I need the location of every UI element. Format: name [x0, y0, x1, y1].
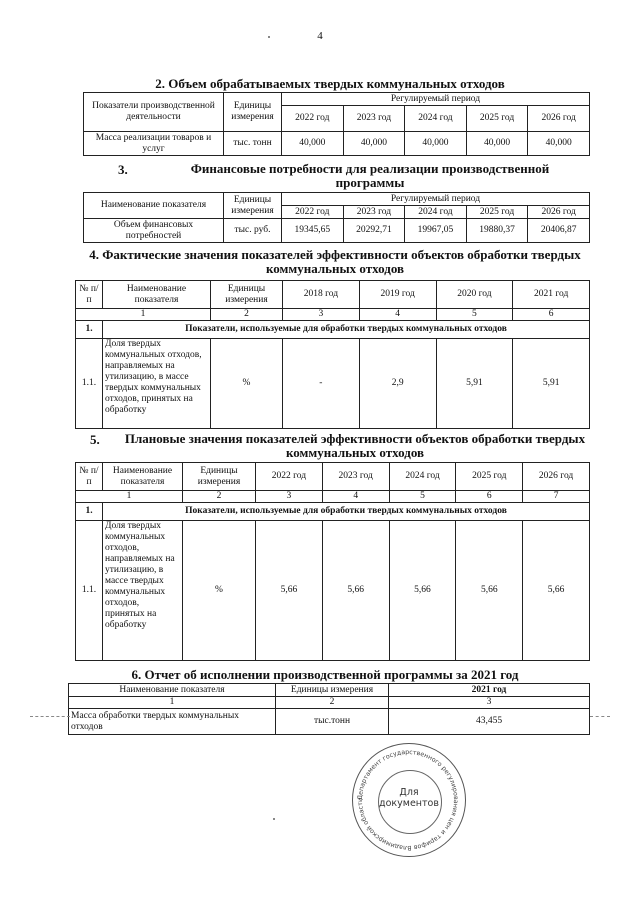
- col-number: 1: [69, 697, 276, 709]
- section-4-title: 4. Фактические значения показателей эффективности объектов обработки твердых коммунальных отходов: [89, 247, 581, 276]
- row-value: 43,455: [389, 709, 590, 735]
- stamp-label: Для документов: [379, 787, 439, 809]
- year-cell: 2022 год: [256, 463, 323, 491]
- year-cell: 2023 год: [343, 206, 405, 219]
- svg-text:Департамент государственного р: Департамент государственного регулирования цен и тарифов Владимирской области: [356, 748, 460, 852]
- header-no: № п/п: [76, 463, 103, 491]
- header-period: Регулируемый период: [282, 93, 590, 106]
- year-cell: 2026 год: [523, 463, 590, 491]
- year-cell: 2024 год: [405, 106, 467, 132]
- section-5-number: 5.: [90, 432, 100, 447]
- section-2-title: 2. Объем обрабатываемых твердых коммунальных отходов: [155, 76, 505, 91]
- year-cell: 2023 год: [343, 106, 405, 132]
- value-cell: 20292,71: [343, 219, 405, 243]
- col-number: 5: [436, 309, 513, 321]
- section-3-table: [83, 192, 590, 243]
- header-no: № п/п: [76, 281, 103, 309]
- col-number: 7: [523, 491, 590, 503]
- year-cell: 2019 год: [359, 281, 436, 309]
- header-indicator: Наименование показателя: [84, 193, 224, 219]
- year-cell: 2025 год: [466, 206, 528, 219]
- col-number: 1: [76, 309, 211, 321]
- section-6-title: 6. Отчет об исполнении производственной программы за 2021 год: [131, 667, 519, 682]
- section-5-table: [75, 462, 590, 661]
- year-cell: 2018 год: [283, 281, 360, 309]
- row-unit: тыс.тонн: [276, 709, 389, 735]
- value-cell: 20406,87: [528, 219, 590, 243]
- scan-mark: [268, 36, 270, 38]
- section-2-table: [83, 92, 590, 156]
- header-period: Регулируемый период: [282, 193, 590, 206]
- value-cell: 40,000: [343, 132, 405, 156]
- row-name: Доля твердых коммунальных отходов, направляемых на утилизацию, в массе твердых коммунальных отходов, принятых на обработку: [103, 521, 183, 661]
- dashed-line: [590, 716, 610, 717]
- year-cell: 2023 год: [322, 463, 389, 491]
- section-4-table: [75, 280, 590, 429]
- row-number: 1.1.: [76, 521, 103, 661]
- col-number: 4: [322, 491, 389, 503]
- value-cell: 19880,37: [466, 219, 528, 243]
- year-cell: 2022 год: [282, 106, 344, 132]
- row-number: 1.1.: [76, 339, 103, 429]
- value-cell: -: [283, 339, 360, 429]
- row-name: Масса обработки твердых коммунальных отходов: [69, 709, 276, 735]
- section-6-table: [68, 683, 590, 735]
- col-number: 3: [256, 491, 323, 503]
- page-number: 4: [317, 30, 323, 42]
- row-name: Масса реализации товаров и услуг: [84, 132, 224, 156]
- row-unit: тыс. тонн: [224, 132, 282, 156]
- row-unit: %: [211, 339, 283, 429]
- header-units: Единицы измерения: [211, 281, 283, 309]
- year-cell: 2025 год: [466, 106, 528, 132]
- value-cell: 19967,05: [405, 219, 467, 243]
- col-number: 3: [389, 697, 590, 709]
- section-5-title: Плановые значения показателей эффективности объектов обработки твердых коммунальных отходов: [124, 431, 586, 460]
- header-year: 2021 год: [389, 684, 590, 697]
- value-cell: 5,66: [389, 521, 456, 661]
- col-number: 1: [76, 491, 183, 503]
- value-cell: 5,91: [513, 339, 590, 429]
- value-cell: 40,000: [405, 132, 467, 156]
- value-cell: 5,66: [456, 521, 523, 661]
- header-units: Единицы измерения: [224, 93, 282, 132]
- header-indicator: Наименование показателя: [103, 281, 211, 309]
- group-number: 1.: [76, 321, 103, 339]
- col-number: 5: [389, 491, 456, 503]
- header-indicator: Показатели производственной деятельности: [84, 93, 224, 132]
- scan-mark: [273, 818, 275, 820]
- col-number: 2: [211, 309, 283, 321]
- col-number: 3: [283, 309, 360, 321]
- value-cell: 5,91: [436, 339, 513, 429]
- section-3-title: Финансовые потребности для реализации производственной программы: [190, 161, 550, 190]
- col-number: 4: [359, 309, 436, 321]
- col-number: 2: [276, 697, 389, 709]
- header-indicator: Наименование показателя: [69, 684, 276, 697]
- row-name: Доля твердых коммунальных отходов, направляемых на утилизацию, в массе твердых коммунальных отходов, принятых на обработку: [103, 339, 211, 429]
- year-cell: 2024 год: [405, 206, 467, 219]
- value-cell: 40,000: [466, 132, 528, 156]
- year-cell: 2026 год: [528, 106, 590, 132]
- year-cell: 2022 год: [282, 206, 344, 219]
- year-cell: 2026 год: [528, 206, 590, 219]
- year-cell: 2021 год: [513, 281, 590, 309]
- value-cell: 19345,65: [282, 219, 344, 243]
- value-cell: 40,000: [528, 132, 590, 156]
- header-units: Единицы измерения: [224, 193, 282, 219]
- group-number: 1.: [76, 503, 103, 521]
- group-label: Показатели, используемые для обработки твердых коммунальных отходов: [103, 321, 590, 339]
- value-cell: 5,66: [322, 521, 389, 661]
- col-number: 2: [183, 491, 256, 503]
- row-unit: тыс. руб.: [224, 219, 282, 243]
- dashed-line: [30, 716, 70, 717]
- header-units: Единицы измерения: [276, 684, 389, 697]
- group-label: Показатели, используемые для обработки твердых коммунальных отходов: [103, 503, 590, 521]
- col-number: 6: [513, 309, 590, 321]
- year-cell: 2024 год: [389, 463, 456, 491]
- section-3-number: 3.: [118, 162, 128, 177]
- value-cell: 5,66: [523, 521, 590, 661]
- value-cell: 40,000: [282, 132, 344, 156]
- year-cell: 2025 год: [456, 463, 523, 491]
- year-cell: 2020 год: [436, 281, 513, 309]
- col-number: 6: [456, 491, 523, 503]
- value-cell: 5,66: [256, 521, 323, 661]
- row-name: Объем финансовых потребностей: [84, 219, 224, 243]
- header-units: Единицы измерения: [183, 463, 256, 491]
- row-unit: %: [183, 521, 256, 661]
- value-cell: 2,9: [359, 339, 436, 429]
- header-indicator: Наименование показателя: [103, 463, 183, 491]
